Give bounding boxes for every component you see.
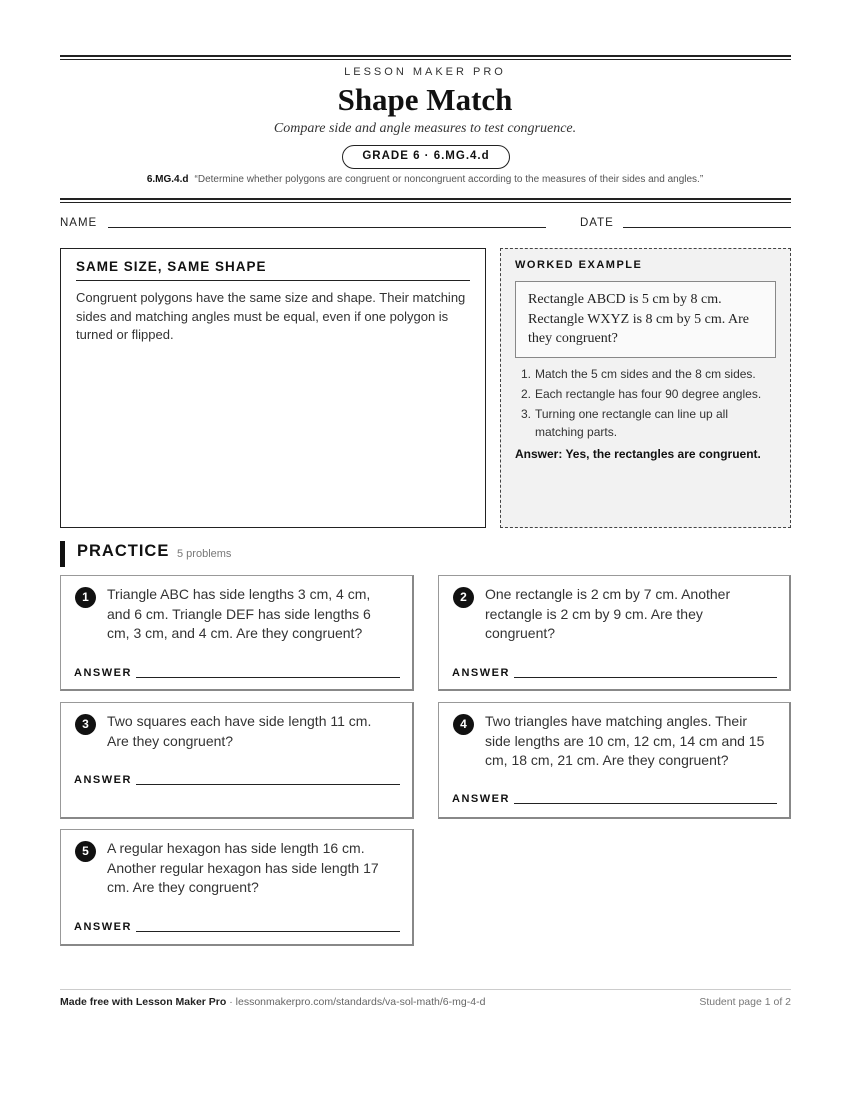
date-label: DATE (580, 217, 614, 229)
problem-text: Triangle ABC has side lengths 3 cm, 4 cm, and 6 cm. Triangle DEF has side lengths 6 cm, 3 cm, and 4 cm. Are they congruent? (107, 586, 371, 641)
problem-card-1 (60, 575, 414, 691)
footer-made-with: Made free with Lesson Maker Pro (60, 996, 227, 1008)
header-top-rule (60, 55, 791, 60)
name-field[interactable] (108, 227, 546, 228)
worked-example-question: Rectangle ABCD is 5 cm by 8 cm. Rectangle WXYZ is 8 cm by 5 cm. Are they congruent? (515, 281, 776, 358)
page-subtitle: Compare side and angle measures to test congruence. (273, 121, 577, 136)
problem-number-badge: 5 (75, 841, 96, 862)
standard-code: 6.MG.4.d (146, 174, 189, 185)
practice-accent-bar (60, 541, 65, 567)
concept-heading: SAME SIZE, SAME SHAPE (76, 259, 470, 281)
worked-example-steps (515, 365, 776, 441)
worked-example-box (500, 248, 791, 528)
answer-field[interactable] (136, 784, 400, 785)
answer-label: ANSWER (452, 793, 510, 805)
footer-rule (60, 989, 791, 990)
practice-count: 5 problems (177, 548, 232, 560)
problem-text: A regular hexagon has side length 16 cm. Another regular hexagon has side length 17 cm. Are they congruent? (107, 840, 379, 895)
answer-field[interactable] (514, 677, 777, 678)
problem-card-5 (60, 829, 414, 946)
worked-example-heading: WORKED EXAMPLE (515, 259, 643, 271)
answer-field[interactable] (136, 931, 400, 932)
concept-box (60, 248, 486, 528)
problem-number-badge: 3 (75, 714, 96, 735)
problem-number-badge: 2 (453, 587, 474, 608)
problem-card-4 (438, 702, 791, 819)
answer-label: ANSWER (452, 667, 510, 679)
footer-url[interactable]: · lessonmakerpro.com/standards/va-sol-math/6-mg-4-d (226, 996, 486, 1008)
answer-label: ANSWER (74, 774, 132, 786)
answer-field[interactable] (514, 803, 777, 804)
grade-badge: GRADE 6 · 6.MG.4.d (342, 145, 510, 169)
problem-number-badge: 1 (75, 587, 96, 608)
answer-label: ANSWER (74, 921, 132, 933)
brand-name: LESSON MAKER PRO (344, 66, 506, 78)
answer-field[interactable] (136, 677, 400, 678)
worked-example-answer: Answer: Yes, the rectangles are congruent. (515, 446, 761, 461)
concept-text: Congruent polygons have the same size and shape. Their matching sides and matching angles must be equal, even if one polygon is turned or flipped. (76, 290, 466, 342)
footer-credit (60, 996, 485, 1008)
problem-text: Two squares each have side length 11 cm. Are they congruent? (107, 713, 372, 749)
problem-card-3 (60, 702, 414, 819)
problem-card-2 (438, 575, 791, 691)
header-bottom-rule (60, 198, 791, 203)
worked-example-step: 3. Turning one rectangle can line up all matching parts. (521, 406, 729, 439)
problem-text: Two triangles have matching angles. Their side lengths are 10 cm, 12 cm, 14 cm and 15 cm, 18 cm, 21 cm. Are they congruent? (485, 713, 765, 768)
page-title: Shape Match (337, 82, 513, 117)
footer-page-number: Student page 1 of 2 (699, 996, 791, 1008)
worked-example-step: 2. Each rectangle has four 90 degree angles. (521, 386, 762, 401)
problem-text: One rectangle is 2 cm by 7 cm. Another rectangle is 2 cm by 9 cm. Are they congruent? (485, 586, 731, 641)
worked-example-step: 1. Match the 5 cm sides and the 8 cm sides. (521, 366, 756, 381)
practice-title: PRACTICE (77, 542, 170, 560)
problem-number-badge: 4 (453, 714, 474, 735)
standard-text: “Determine whether polygons are congruent or noncongruent according to the measures of their sides and angles.” (194, 174, 704, 185)
standard-line (0, 174, 850, 185)
name-label: NAME (60, 217, 98, 229)
date-field[interactable] (623, 227, 791, 228)
answer-label: ANSWER (74, 667, 132, 679)
